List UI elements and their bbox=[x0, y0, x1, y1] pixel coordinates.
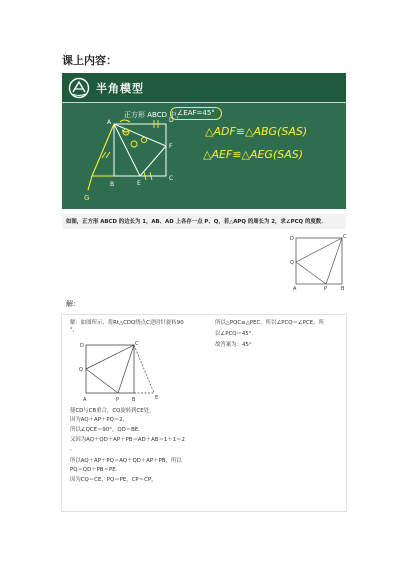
label-g: G bbox=[84, 194, 90, 202]
solution-right-line: 所以△PQC≌△PEC，所以∠PCQ＝∠PCE，所 bbox=[215, 320, 324, 326]
label-e: E bbox=[137, 180, 141, 187]
solution-step: PQ＝QD＋PB＝PE． bbox=[70, 467, 122, 473]
solution-label: 解： bbox=[66, 300, 80, 308]
fig1-label-d: D bbox=[290, 236, 294, 242]
angle-condition: ∠EAF=45° bbox=[170, 107, 222, 120]
solution-diagram bbox=[74, 339, 164, 405]
label-f: F bbox=[169, 143, 173, 150]
congruence-1: △ADF≌△ABG(SAS) bbox=[205, 125, 308, 138]
solution-right-line: 以∠PCQ＝45°． bbox=[215, 331, 257, 337]
solution-intro-line-2: °， bbox=[70, 327, 79, 333]
fig2-label-a: A bbox=[83, 397, 87, 403]
solution-step: 因为AQ＋AP＋PQ＝2， bbox=[70, 417, 129, 423]
fig1-label-p: P bbox=[324, 286, 328, 292]
label-a: A bbox=[107, 119, 112, 126]
fig2-label-q: Q bbox=[79, 367, 83, 373]
chalkboard-title: 半角模型 bbox=[96, 82, 144, 95]
given-text: 正方形 ABCD 中， bbox=[124, 111, 184, 119]
label-c: C bbox=[169, 175, 174, 182]
problem-banner bbox=[62, 214, 346, 229]
fig2-label-b: B bbox=[132, 397, 136, 403]
school-logo-icon bbox=[68, 77, 90, 99]
fig2-label-d: D bbox=[80, 343, 84, 349]
fig2-label-p: P bbox=[116, 397, 120, 403]
label-b: B bbox=[110, 181, 115, 188]
fig1-label-b: B bbox=[341, 286, 345, 292]
fig2-label-e: E bbox=[155, 395, 159, 401]
congruence-2: △AEF≌△AEG(SAS) bbox=[203, 148, 304, 161]
fig1-label-a: A bbox=[293, 286, 297, 292]
solution-card bbox=[61, 314, 347, 512]
fig1-label-q: Q bbox=[290, 260, 294, 266]
chalkboard-title-bar bbox=[62, 73, 346, 103]
solution-step: 所以AQ＋AP＋PQ＝AQ＋QD＋AP＋PB，所以 bbox=[70, 458, 182, 464]
problem-diagram bbox=[286, 232, 348, 292]
problem-text: 如图，正方形 ABCD 的边长为 1，AB、AD 上各存一点 P、Q，若△APQ 的周长为 2，求∠PCQ 的度数． bbox=[66, 219, 327, 225]
solution-step: ， bbox=[70, 446, 76, 452]
fig1-label-c: C bbox=[343, 234, 347, 240]
solution-intro-line-1: 解：如图所示，将Rt△CDQ绕点C逆时针旋转90 bbox=[70, 320, 184, 326]
solution-answer: 故答案为：45° bbox=[215, 342, 252, 348]
fig2-label-c: C bbox=[135, 341, 139, 347]
solution-step: 使CD与CB重合，CQ旋转到CE处， bbox=[70, 408, 155, 414]
solution-step: 因为CQ＝CE，PQ＝PE，CP＝CP， bbox=[70, 477, 157, 483]
label-d: D bbox=[169, 117, 174, 124]
section-heading: 课上内容： bbox=[62, 54, 117, 67]
solution-step: 又因为AQ＋QD＋AP＋PB＝AD＋AB＝1＋1＝2 bbox=[70, 437, 185, 443]
chalkboard-image bbox=[62, 73, 346, 209]
solution-step: 所以∠QCE＝90°，QD＝BE． bbox=[70, 427, 144, 433]
